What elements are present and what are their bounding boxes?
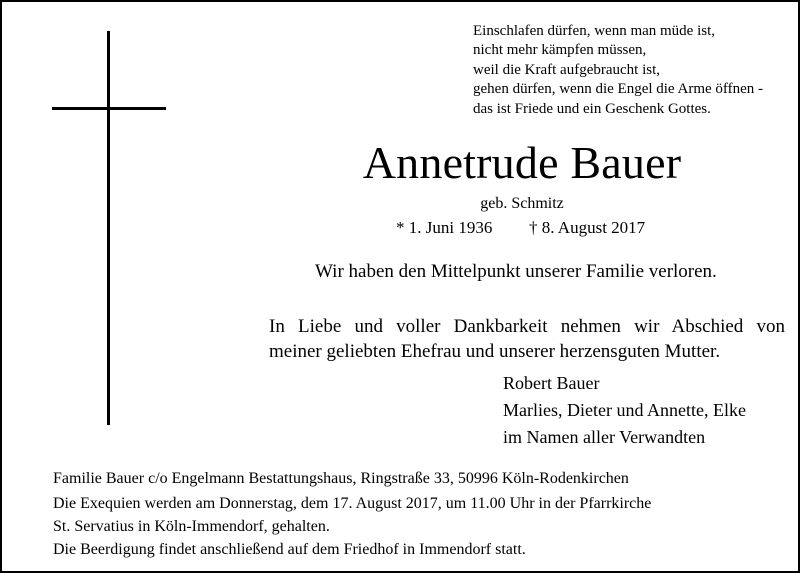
farewell-text — [269, 314, 785, 364]
life-dates — [396, 217, 646, 239]
birth-date: * 1. Juni 1936 — [396, 218, 493, 237]
farewell-line: In Liebe und voller Dankbarkeit nehmen wir Abschied von — [269, 316, 785, 337]
death-date: † 8. August 2017 — [529, 218, 646, 237]
poem-line: das ist Friede und ein Geschenk Gottes. — [473, 100, 711, 117]
poem-line: gehen dürfen, wenn die Engel die Arme öffnen - — [473, 81, 764, 98]
burial-info: Die Beerdigung findet anschließend auf dem Friedhof in Immendorf statt. — [53, 541, 526, 558]
farewell-line: meiner geliebten Ehefrau und unserer herzensguten Mutter. — [269, 341, 721, 362]
family-statement: Wir haben den Mittelpunkt unserer Familie verloren. — [315, 261, 717, 282]
exequies-line: Die Exequien werden am Donnerstag, dem 17. August 2017, um 11.00 Uhr in der Pfarrkirche — [53, 495, 652, 512]
signer-line: Marlies, Dieter und Annette, Elke — [503, 400, 746, 420]
signers — [503, 370, 746, 451]
cross-icon-horizontal-bar — [52, 107, 166, 110]
maiden-name: geb. Schmitz — [480, 195, 564, 212]
signer-line: im Namen aller Verwandten — [503, 427, 706, 447]
deceased-name: Annetrude Bauer — [362, 137, 682, 188]
cross-icon-vertical-bar — [107, 31, 110, 425]
poem-line: nicht mehr kämpfen müssen, — [473, 42, 647, 59]
exequies-line: St. Servatius in Köln-Immendorf, gehalten. — [53, 518, 330, 535]
poem — [473, 22, 763, 119]
family-address: Familie Bauer c/o Engelmann Bestattungshaus, Ringstraße 33, 50996 Köln-Rodenkirchen — [53, 470, 629, 487]
poem-line: weil die Kraft aufgebraucht ist, — [473, 61, 661, 78]
footer-info — [53, 467, 651, 561]
poem-line: Einschlafen dürfen, wenn man müde ist, — [473, 23, 716, 39]
signer-line: Robert Bauer — [503, 373, 600, 393]
